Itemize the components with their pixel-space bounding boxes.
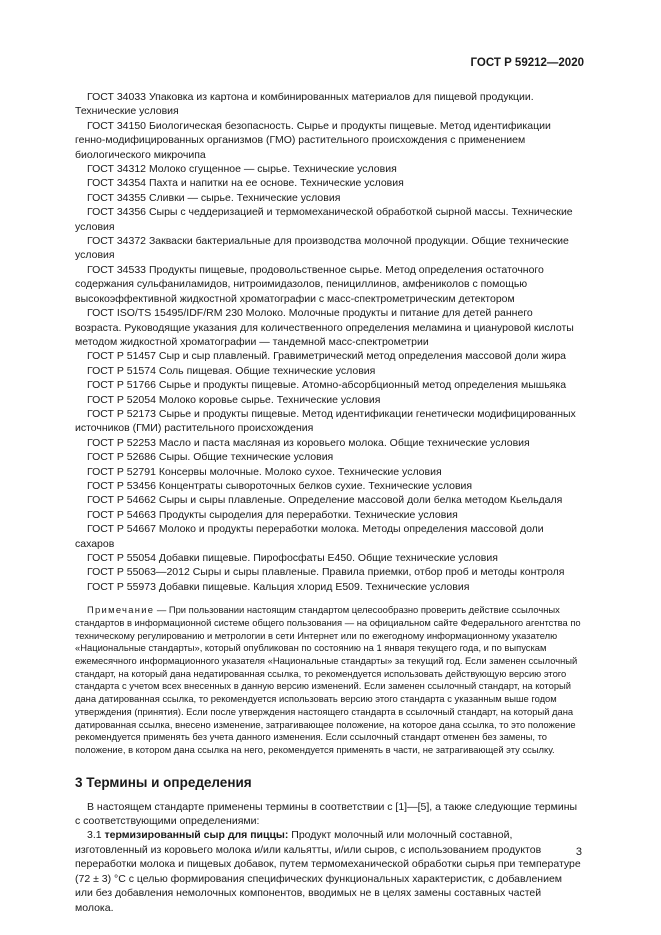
reference-item: ГОСТ Р 54662 Сыры и сыры плавленые. Определение массовой доли белка методом Кьельдаля [87,494,563,507]
reference-item: ГОСТ 34356 Сыры с чеддеризацией и термомеханической обработкой сырной массы. Технические условия [75,206,573,233]
reference-item: ГОСТ Р 52686 Сыры. Общие технические условия [87,451,334,464]
reference-item: ГОСТ 34150 Биологическая безопасность. Сырье и продукты пищевые. Метод идентификации генно-модифицированных организмов (ГМО) растительного происхождения с применением биологического микрочипа [75,119,551,161]
term-number: 3.1 [87,829,105,842]
section-title: 3 Термины и определения [75,774,252,790]
normative-references-list [75,90,582,594]
document-header: ГОСТ Р 59212—2020 [470,57,584,69]
reference-item: ГОСТ Р 52253 Масло и паста масляная из коровьего молока. Общие технические условия [87,436,530,449]
reference-item: ГОСТ 34372 Закваски бактериальные для производства молочной продукции. Общие технические условия [75,235,569,262]
reference-item: ГОСТ 34533 Продукты пищевые, продовольственное сырье. Метод определения остаточного содержания сульфаниламидов, нитроимидазолов, пенициллинов, амфениколов с помощью высокоэффективной жидкостной хроматографии с масс-спектрометрическим детектором [75,263,544,305]
reference-item: ГОСТ 34354 Пахта и напитки на ее основе. Технические условия [87,177,404,190]
reference-item: ГОСТ Р 55054 Добавки пищевые. Пирофосфаты Е450. Общие технические условия [87,552,498,564]
reference-item: ГОСТ Р 55063—2012 Сыры и сыры плавленые. Правила приемки, отбор проб и методы контроля [87,566,565,579]
reference-item: ГОСТ Р 55973 Добавки пищевые. Кальция хлорид Е509. Технические условия [87,580,470,593]
reference-item: ГОСТ Р 52791 Консервы молочные. Молоко сухое. Технические условия [87,465,442,478]
term-definition [75,828,582,914]
reference-item: ГОСТ Р 51766 Сырье и продукты пищевые. Атомно-абсорбционный метод определения мышьяка [87,379,567,392]
section-intro: В настоящем стандарте применены термины в соответствии с [1]—[5], а также следующие термины с соответствующими определениями: [75,800,578,828]
reference-item: ГОСТ 34355 Сливки — сырье. Технические условия [87,191,341,204]
reference-item: ГОСТ Р 53456 Концентраты сывороточных белков сухие. Технические условия [87,479,473,492]
reference-item: ГОСТ Р 54667 Молоко и продукты переработки молока. Методы определения массовой доли сахаров [75,523,544,550]
term-name: термизированный сыр для пиццы: [104,829,289,842]
reference-item: ГОСТ Р 52173 Сырье и продукты пищевые. Метод идентификации генетически модифицированных источников (ГМИ) растительного происхождения [75,407,576,435]
page-number: 3 [575,846,582,858]
note-paragraph [75,604,582,756]
page-content [75,90,582,915]
reference-item: ГОСТ Р 54663 Продукты сыроделия для переработки. Технические условия [87,508,458,521]
reference-item: ГОСТ 34033 Упаковка из картона и комбинированных материалов для пищевой продукции. Технические условия [75,91,534,118]
reference-item: ГОСТ 34312 Молоко сгущенное — сырье. Технические условия [87,163,397,176]
reference-item: ГОСТ Р 52054 Молоко коровье сырье. Технические условия [87,393,381,406]
note-label: Примечание [87,604,155,616]
reference-item: ГОСТ Р 51574 Соль пищевая. Общие технические условия [87,364,376,377]
note-text: — При пользовании настоящим стандартом целесообразно проверить действие ссылочных стандартов в информационной системе общего пользования — на официальном сайте Федерального агентства по техническому регулированию и метрологии в сети Интернет или по ежегодному информационному указателю «Национальные стандарты», который опубликован по состоянию на 1 января текущего года, и по выпускам ежемесячного информационного указателя «Национальные стандарты» за текущий год. Если заменен ссылочный стандарт, на который дана недатированная ссылка, то рекомендуется использовать действующую версию этого стандарта с учетом всех внесенных в данную версию изменений. Если заменен ссылочный стандарт, на который дана датированная ссылка, то рекомендуется использовать версию этого стандарта с указанным выше годом утверждения (принятия). Если после утверждения настоящего стандарта в ссылочный стандарт, на который дана датированная ссылка, внесено изменение, затрагивающее положение, на которое дана ссылка, то это положение рекомендуется применять без учета данного изменения. Если ссылочный стандарт отменен без замены, то положение, в котором дана ссылка на него, рекомендуется применять в части, не затрагивающей эту ссылку. [75,604,581,755]
reference-item: ГОСТ ISO/TS 15495/IDF/RM 230 Молоко. Молочные продукты и питание для детей раннего возраста. Руководящие указания для количественного определения меламина и циануровой кислоты методом жидкостной хроматографии — тандемной масс-спектрометрии [75,307,574,348]
term-definition-text: Продукт молочный или молочный составной, изготовленный из коровьего молока и/или кальятты, и/или сыров, с использованием продуктов переработки молока и пищевых добавок, путем термомеханической обработки сырья при температуре (72 ± 3) °С с целью формирования специфических функциональных характеристик, с добавлением или без добавления немолочных компонентов, вводимых не в целях замены составных частей молока. [75,829,581,914]
reference-item: ГОСТ Р 51457 Сыр и сыр плавленый. Гравиметрический метод определения массовой доли жира [87,350,567,363]
